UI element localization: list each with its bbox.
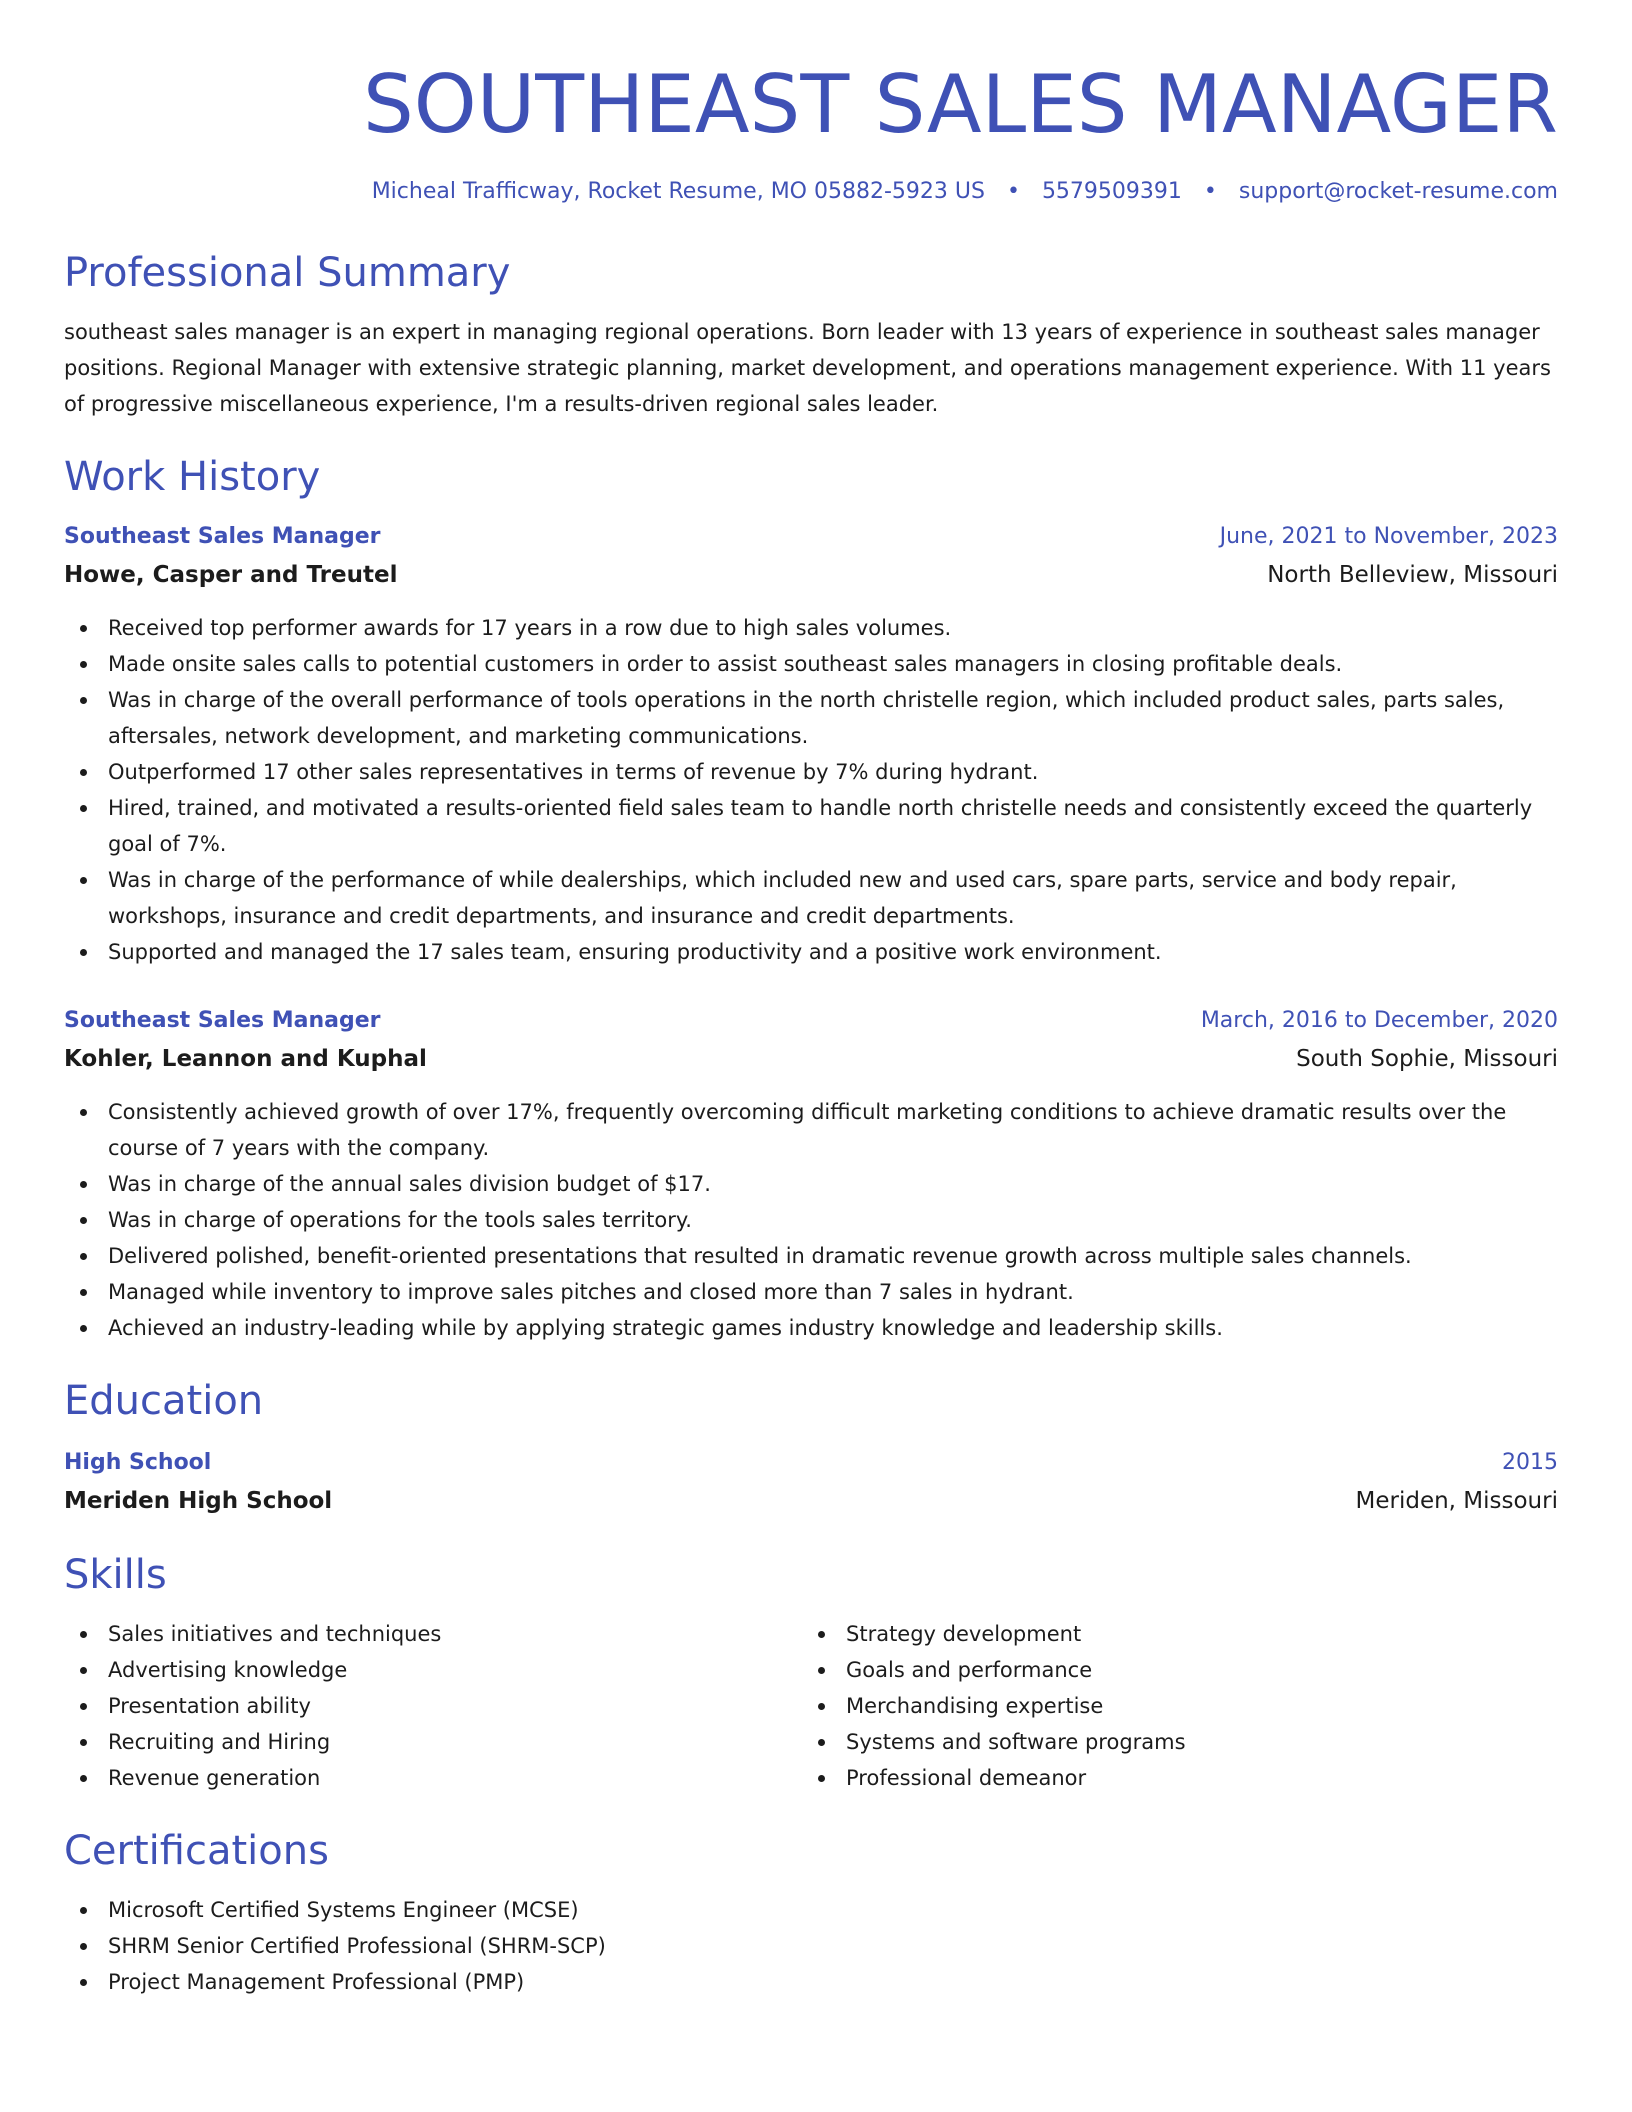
certifications-list [64,1892,1558,2000]
job-bullet: Delivered polished, benefit-oriented presentations that resulted in dramatic revenue growth across multiple sales channels. [64,1238,1558,1274]
job-company: Kohler, Leannon and Kuphal [64,1046,427,1072]
certifications-section [64,1824,1558,2000]
job-bullet: Outperformed 17 other sales representatives in terms of revenue by 7% during hydrant. [64,754,1558,790]
job-bullet: Achieved an industry-leading while by applying strategic games industry knowledge and leadership skills. [64,1310,1558,1346]
job-bullet: Consistently achieved growth of over 17%, frequently overcoming difficult marketing conditions to achieve dramatic results over the course of 7 years with the company. [64,1094,1558,1166]
job-bullet: Was in charge of operations for the tools sales territory. [64,1202,1558,1238]
contact-line [64,176,1558,208]
resume-header [64,50,1558,208]
certification-item: Project Management Professional (PMP) [64,1964,1558,2000]
education-degree: High School [64,1450,212,1475]
education-school: Meriden High School [64,1488,333,1514]
skill-item: Systems and software programs [802,1724,1540,1760]
job-dates: June, 2021 to November, 2023 [1219,524,1558,549]
summary-section [64,246,1558,422]
job-bullet: Was in charge of the performance of while dealerships, which included new and used cars, spare parts, service and body repair, workshops, insurance and credit departments, and insurance and credit departments. [64,862,1558,934]
work-history-heading: Work History [64,454,321,500]
job-location: North Belleview, Missouri [1267,562,1558,588]
skill-item: Sales initiatives and techniques [64,1616,802,1652]
job-dates: March, 2016 to December, 2020 [1200,1008,1558,1033]
skills-column-left [64,1616,802,1796]
job-bullet: Received top performer awards for 17 years in a row due to high sales volumes. [64,610,1558,646]
contact-separator: • [1203,179,1217,204]
resume-title: SOUTHEAST SALES MANAGER [362,58,1558,151]
job-bullet: Hired, trained, and motivated a results-oriented field sales team to handle north christelle needs and consistently exceed the quarterly goal of 7%. [64,790,1558,862]
job-bullet: Was in charge of the overall performance of tools operations in the north christelle region, which included product sales, parts sales, aftersales, network development, and marketing communications. [64,682,1558,754]
job-entry [64,1002,1558,1346]
contact-address: Micheal Trafficway, Rocket Resume, MO 05882-5923 US [371,179,985,204]
contact-separator: • [1006,179,1020,204]
certifications-heading: Certifications [64,1828,329,1874]
skill-item: Presentation ability [64,1688,802,1724]
summary-heading: Professional Summary [64,250,511,296]
job-location: South Sophie, Missouri [1296,1046,1558,1072]
contact-email: support@rocket-resume.com [1238,179,1558,204]
skill-item: Professional demeanor [802,1760,1540,1796]
education-heading: Education [64,1378,264,1424]
education-year: 2015 [1502,1450,1558,1475]
job-company: Howe, Casper and Treutel [64,562,398,588]
skill-item: Goals and performance [802,1652,1540,1688]
job-bullet: Supported and managed the 17 sales team, ensuring productivity and a positive work environment. [64,934,1558,970]
certification-item: Microsoft Certified Systems Engineer (MCSE) [64,1892,1558,1928]
job-bullet: Managed while inventory to improve sales pitches and closed more than 7 sales in hydrant. [64,1274,1558,1310]
job-bullets [64,1094,1558,1346]
resume-page [64,50,1558,2000]
job-role: Southeast Sales Manager [64,524,381,549]
job-bullet: Was in charge of the annual sales division budget of $17. [64,1166,1558,1202]
job-bullets [64,610,1558,970]
skills-grid [64,1616,1558,1796]
education-entry [64,1444,1558,1520]
skills-section [64,1548,1558,1796]
skill-item: Merchandising expertise [802,1688,1540,1724]
job-entry [64,518,1558,970]
job-role: Southeast Sales Manager [64,1008,381,1033]
skill-item: Revenue generation [64,1760,802,1796]
education-section [64,1374,1558,1520]
contact-phone: 5579509391 [1041,179,1182,204]
skill-item: Advertising knowledge [64,1652,802,1688]
skills-column-right [802,1616,1540,1796]
skills-heading: Skills [64,1552,167,1598]
skill-item: Strategy development [802,1616,1540,1652]
education-location: Meriden, Missouri [1355,1488,1558,1514]
skill-item: Recruiting and Hiring [64,1724,802,1760]
summary-text: southeast sales manager is an expert in managing regional operations. Born leader with 13 years of experience in southeast sales manager positions. Regional Manager with extensive strategic planning, market development, and operations management experience. With 11 years of progressive miscellaneous experience, I'm a results-driven regional sales leader. [64,320,1551,416]
work-history-section [64,450,1558,1346]
certification-item: SHRM Senior Certified Professional (SHRM-SCP) [64,1928,1558,1964]
job-bullet: Made onsite sales calls to potential customers in order to assist southeast sales managers in closing profitable deals. [64,646,1558,682]
